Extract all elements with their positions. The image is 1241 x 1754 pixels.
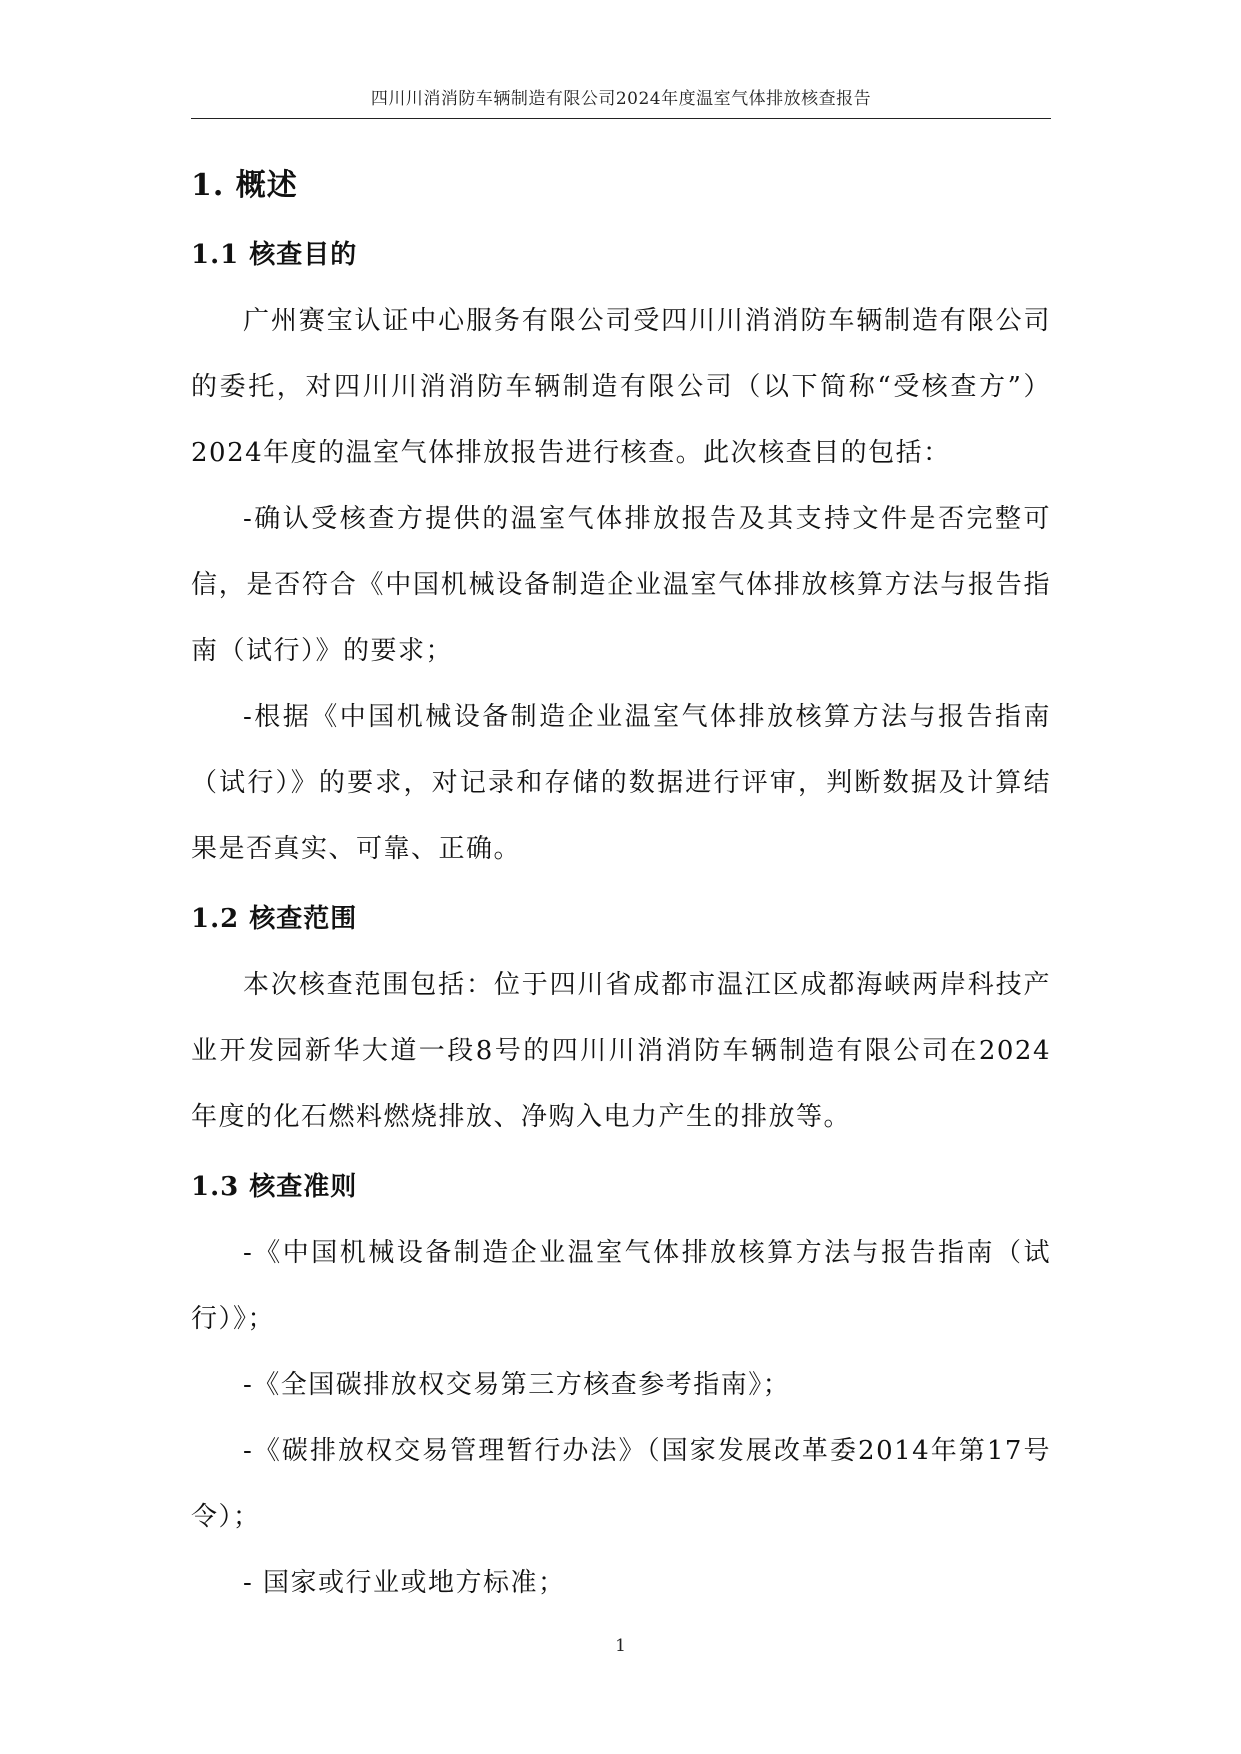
document-body [191,150,1051,1616]
criteria-item-1: -《中国机械设备制造企业温室气体排放核算方法与报告指南（试行）》； [191,1238,1051,1334]
running-header: 四川川消消防车辆制造有限公司2024年度温室气体排放核查报告 [191,84,1051,119]
paragraph-purpose-intro: 广州赛宝认证中心服务有限公司受四川川消消防车辆制造有限公司的委托，对四川川消消防车辆制造有限公司（以下简称“受核查方”）2024年度的温室气体排放报告进行核查。此次核查目的包括： [191,306,1051,468]
criteria-item-4: - 国家或行业或地方标准； [243,1568,566,1598]
page-number: 1 [615,1636,626,1656]
paragraph-scope: 本次核查范围包括：位于四川省成都市温江区成都海峡两岸科技产业开发园新华大道一段8号的四川川消消防车辆制造有限公司在2024年度的化石燃料燃烧排放、净购入电力产生的排放等。 [191,970,1051,1132]
paragraph-purpose-item-1: -确认受核查方提供的温室气体排放报告及其支持文件是否完整可信，是否符合《中国机械设备制造企业温室气体排放核算方法与报告指南（试行）》的要求； [191,504,1051,666]
paragraph-purpose-item-2: -根据《中国机械设备制造企业温室气体排放核算方法与报告指南（试行）》的要求，对记录和存储的数据进行评审，判断数据及计算结果是否真实、可靠、正确。 [191,702,1051,864]
subsection-heading-scope: 1.2 核查范围 [191,904,358,934]
criteria-item-3: -《碳排放权交易管理暂行办法》（国家发展改革委2014年第17号令）； [191,1436,1051,1532]
section-heading: 1. 概述 [191,168,298,203]
subsection-heading-purpose: 1.1 核查目的 [191,240,358,270]
subsection-heading-criteria: 1.3 核查准则 [191,1172,358,1202]
criteria-item-2: -《全国碳排放权交易第三方核查参考指南》； [243,1370,791,1400]
